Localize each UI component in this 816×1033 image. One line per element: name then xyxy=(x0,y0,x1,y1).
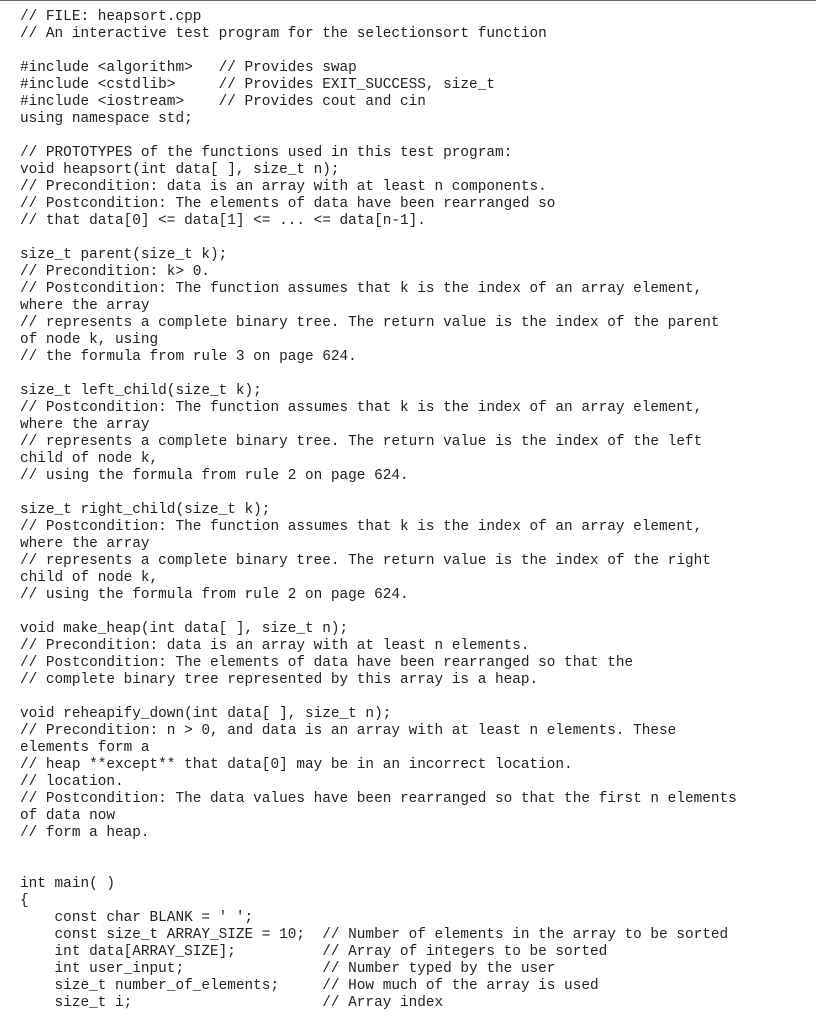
code-line: // Precondition: data is an array with at least n components. xyxy=(20,179,547,195)
code-line: // represents a complete binary tree. The return value is the index of the right xyxy=(20,553,711,569)
code-line: child of node k, xyxy=(20,451,159,467)
code-line: // Precondition: n > 0, and data is an array with at least n elements. These xyxy=(20,723,677,739)
code-line xyxy=(20,366,810,383)
code-line xyxy=(20,689,810,706)
code-line: // Postcondition: The elements of data have been rearranged so that the xyxy=(20,655,634,671)
code-line: size_t right_child(size_t k); xyxy=(20,502,271,518)
code-line: // Precondition: data is an array with at least n elements. xyxy=(20,638,530,654)
code-line: // PROTOTYPES of the functions used in this test program: xyxy=(20,145,513,161)
window-top-border xyxy=(0,0,816,1)
code-line: where the array xyxy=(20,536,150,552)
code-line: // FILE: heapsort.cpp xyxy=(20,9,202,25)
code-line xyxy=(20,604,810,621)
code-line: of data now xyxy=(20,808,115,824)
code-line: #include <algorithm> // Provides swap xyxy=(20,60,357,76)
code-line: #include <iostream> // Provides cout and cin xyxy=(20,94,426,110)
code-line: // Postcondition: The function assumes that k is the index of an array element, xyxy=(20,519,703,535)
source-code-view xyxy=(20,9,810,1012)
code-line: // An interactive test program for the selectionsort function xyxy=(20,26,547,42)
code-line: // the formula from rule 3 on page 624. xyxy=(20,349,357,365)
code-line: // Postcondition: The function assumes that k is the index of an array element, xyxy=(20,281,703,297)
code-line: // Postcondition: The elements of data have been rearranged so xyxy=(20,196,556,212)
code-line: // Postcondition: The function assumes that k is the index of an array element, xyxy=(20,400,703,416)
code-line xyxy=(20,43,810,60)
code-line: child of node k, xyxy=(20,570,159,586)
code-line: // heap **except** that data[0] may be in an incorrect location. xyxy=(20,757,573,773)
code-line xyxy=(20,842,810,859)
code-line: where the array xyxy=(20,298,150,314)
code-line xyxy=(20,859,810,876)
code-line: #include <cstdlib> // Provides EXIT_SUCCESS, size_t xyxy=(20,77,495,93)
code-line: size_t i; // Array index xyxy=(20,995,444,1011)
code-line: where the array xyxy=(20,417,150,433)
code-line: using namespace std; xyxy=(20,111,193,127)
code-line: // complete binary tree represented by this array is a heap. xyxy=(20,672,539,688)
code-line xyxy=(20,230,810,247)
code-line: { xyxy=(20,893,29,909)
code-line: int data[ARRAY_SIZE]; // Array of integers to be sorted xyxy=(20,944,608,960)
code-line xyxy=(20,485,810,502)
code-line: elements form a xyxy=(20,740,150,756)
code-line: // that data[0] <= data[1] <= ... <= data[n-1]. xyxy=(20,213,426,229)
code-line: // using the formula from rule 2 on page 624. xyxy=(20,587,409,603)
code-line: // location. xyxy=(20,774,124,790)
code-line: // form a heap. xyxy=(20,825,150,841)
code-line: const size_t ARRAY_SIZE = 10; // Number of elements in the array to be sorted xyxy=(20,927,729,943)
code-line: int main( ) xyxy=(20,876,115,892)
code-line: void reheapify_down(int data[ ], size_t n); xyxy=(20,706,392,722)
code-line: size_t left_child(size_t k); xyxy=(20,383,262,399)
code-line: of node k, using xyxy=(20,332,159,348)
code-line: // represents a complete binary tree. The return value is the index of the left xyxy=(20,434,703,450)
code-line: int user_input; // Number typed by the user xyxy=(20,961,556,977)
code-line xyxy=(20,128,810,145)
code-line: // represents a complete binary tree. The return value is the index of the parent xyxy=(20,315,720,331)
code-line: // using the formula from rule 2 on page 624. xyxy=(20,468,409,484)
code-line: void make_heap(int data[ ], size_t n); xyxy=(20,621,349,637)
code-line: // Precondition: k> 0. xyxy=(20,264,210,280)
code-line: size_t number_of_elements; // How much of the array is used xyxy=(20,978,599,994)
code-line: const char BLANK = ' '; xyxy=(20,910,254,926)
code-line: void heapsort(int data[ ], size_t n); xyxy=(20,162,340,178)
code-line: // Postcondition: The data values have been rearranged so that the first n elements xyxy=(20,791,737,807)
code-line: size_t parent(size_t k); xyxy=(20,247,228,263)
